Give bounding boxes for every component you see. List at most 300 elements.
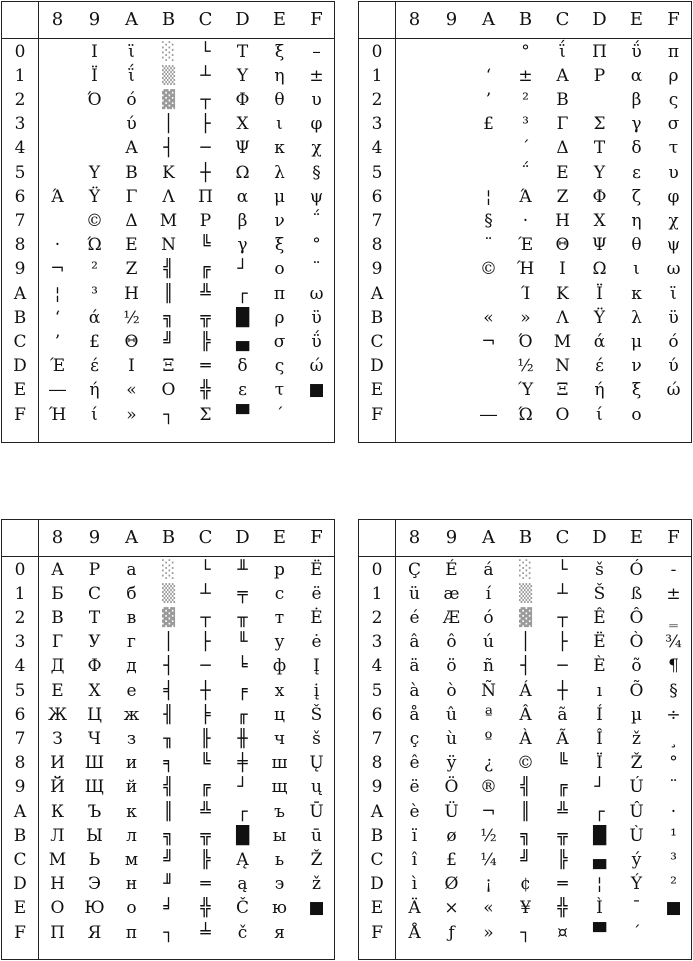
char-cell: ú [483, 632, 494, 653]
char-cell: À [519, 728, 532, 749]
char-cell: é [409, 607, 420, 628]
char-cell: μ [273, 186, 286, 207]
char-cell: έ [595, 356, 604, 377]
char-cell: ¡ [485, 874, 492, 895]
char-cell [396, 282, 433, 306]
row-label: 1 [14, 583, 26, 604]
char-cell: ╞ [200, 704, 211, 725]
row-label: 9 [14, 777, 26, 798]
char-cell: э [274, 874, 285, 895]
char-cell [433, 379, 470, 403]
char-cell: ╦ [200, 307, 211, 328]
char-cell: Ì [596, 898, 603, 919]
char-cell: ╠ [200, 849, 211, 870]
char-cell: π [273, 283, 286, 304]
code-table-top-right [358, 1, 692, 443]
char-cell: а [126, 559, 137, 580]
char-cell [76, 113, 113, 137]
char-cell: Ά [51, 186, 64, 207]
char-cell: ¼ [480, 849, 497, 870]
row-label: 7 [14, 728, 26, 749]
row-label: 6 [14, 186, 26, 207]
char-cell: ζ [631, 186, 642, 207]
char-cell: ¸ [669, 728, 678, 749]
char-cell: ╦ [557, 825, 568, 846]
char-cell: О [50, 898, 65, 919]
char-cell: Б [51, 583, 64, 604]
char-cell: ╚ [200, 235, 211, 256]
char-cell: ΐ [128, 65, 135, 86]
char-cell: ╛ [163, 898, 174, 919]
column-header: 8 [408, 527, 421, 548]
char-cell: е [126, 680, 137, 701]
char-cell: ▓ [518, 607, 533, 628]
char-cell: ═ [200, 874, 211, 895]
char-cell: ‘ [54, 307, 61, 328]
char-cell: Η [124, 283, 139, 304]
char-cell [396, 113, 433, 137]
char-cell [39, 209, 76, 233]
char-cell: Τ [593, 138, 606, 159]
char-cell [396, 330, 433, 354]
char-cell: г [127, 632, 136, 653]
row-label: 0 [14, 41, 26, 62]
char-cell: ώ [309, 356, 324, 377]
char-cell: Μ [553, 331, 572, 352]
row-label: 6 [371, 186, 383, 207]
row-label: A [13, 801, 27, 822]
char-cell: Ų [309, 753, 324, 774]
char-cell: χ [311, 138, 322, 159]
char-cell: è [409, 801, 420, 822]
char-cell: ┐ [163, 404, 174, 425]
char-cell: Ъ [87, 801, 102, 822]
char-cell: ς [668, 89, 679, 110]
char-cell: θ [631, 235, 642, 256]
char-cell: ‘ [485, 65, 492, 86]
row-label: 2 [14, 89, 26, 110]
char-cell: ± [309, 65, 324, 86]
char-cell: ┘ [237, 777, 248, 798]
char-cell: õ [631, 656, 642, 677]
char-cell: © [517, 753, 534, 774]
row-label: F [371, 922, 383, 943]
char-cell: È [593, 656, 606, 677]
char-cell: ╜ [163, 874, 174, 895]
char-cell [433, 64, 470, 88]
char-cell: ω [666, 259, 681, 280]
row-label: 3 [14, 632, 26, 653]
char-cell: Й [50, 777, 65, 798]
char-cell: β [237, 210, 248, 231]
row-label: 8 [371, 753, 383, 774]
char-cell: δ [631, 138, 642, 159]
char-cell: σ [273, 331, 286, 352]
char-cell: ч [273, 728, 286, 749]
char-cell: Ι [91, 41, 98, 62]
char-cell: Ô [629, 607, 644, 628]
row-label: C [13, 331, 27, 352]
column-header: F [310, 9, 323, 30]
char-cell: § [669, 680, 678, 701]
char-cell: ъ [274, 801, 285, 822]
char-cell: Х [88, 680, 101, 701]
char-cell: ╩ [200, 801, 211, 822]
column-header: D [235, 9, 250, 30]
char-cell: ¹ [670, 825, 677, 846]
char-cell: Θ [124, 331, 139, 352]
char-cell: Α [556, 65, 569, 86]
column-header: F [667, 527, 680, 548]
char-cell: Š [310, 704, 323, 725]
char-cell: Ή [48, 404, 67, 425]
char-cell: ╝ [163, 849, 174, 870]
char-cell [433, 137, 470, 161]
char-cell: ╚ [557, 753, 568, 774]
char-cell: Ê [593, 607, 606, 628]
char-cell: φ [310, 114, 323, 135]
char-cell: ц [274, 704, 285, 725]
row-label: 4 [371, 656, 383, 677]
char-cell: ╥ [237, 607, 248, 628]
char-cell [39, 113, 76, 137]
char-cell: Æ [442, 607, 461, 628]
char-cell: ╠ [200, 331, 211, 352]
char-cell: Ё [310, 559, 323, 580]
char-cell: ║ [520, 801, 531, 822]
char-cell [396, 40, 433, 64]
char-cell: Η [555, 210, 570, 231]
char-cell: τ [274, 380, 285, 401]
char-cell: - [670, 559, 677, 580]
char-cell: Ψ [235, 138, 250, 159]
row-label: 0 [371, 559, 383, 580]
row-label: 8 [371, 235, 383, 256]
char-cell: ╕ [163, 753, 174, 774]
char-cell: ╔ [200, 777, 211, 798]
row-label: 3 [14, 114, 26, 135]
char-cell: š [312, 728, 321, 749]
char-cell: ¬ [481, 801, 496, 822]
row-label: 5 [14, 162, 26, 183]
column-header: B [161, 9, 176, 30]
char-cell: β [631, 89, 642, 110]
char-cell: ═ [200, 356, 211, 377]
char-cell: ┴ [557, 583, 568, 604]
char-cell: Э [87, 874, 101, 895]
column-header: D [235, 527, 250, 548]
char-cell [298, 403, 335, 427]
char-cell: ° [669, 753, 678, 774]
char-cell: Ą [236, 849, 249, 870]
char-cell: Υ [88, 162, 101, 183]
char-cell: υ [311, 89, 322, 110]
char-cell: ─ [557, 656, 568, 677]
char-cell: ¬ [481, 331, 496, 352]
char-cell [433, 113, 470, 137]
char-cell: ░ [518, 559, 533, 580]
char-cell: ╬ [200, 380, 211, 401]
char-cell: ┴ [200, 65, 211, 86]
char-cell: ’ [54, 331, 61, 352]
char-cell: Õ [629, 680, 644, 701]
char-cell: â [409, 632, 420, 653]
char-cell: à [409, 680, 420, 701]
char-cell: ╟ [200, 728, 211, 749]
char-cell: λ [274, 162, 285, 183]
row-label: 9 [371, 777, 383, 798]
column-header: E [629, 9, 644, 30]
char-cell: ╓ [237, 704, 248, 725]
char-cell [433, 234, 470, 258]
column-header: 8 [51, 9, 64, 30]
row-label: E [370, 898, 384, 919]
row-label: 3 [371, 632, 383, 653]
char-cell: ι [276, 114, 283, 135]
char-cell [396, 64, 433, 88]
char-cell: █ [235, 825, 250, 846]
row-label: E [13, 380, 27, 401]
char-cell: ╣ [520, 777, 531, 798]
char-cell: ΅ [521, 162, 530, 183]
char-cell: Ш [84, 753, 105, 774]
char-cell: ¦ [596, 874, 603, 895]
char-cell: Θ [555, 235, 570, 256]
row-label: 7 [371, 728, 383, 749]
char-cell: ¾ [665, 632, 682, 653]
column-header: A [125, 9, 138, 30]
char-cell: ╗ [520, 825, 531, 846]
char-cell: ½ [517, 356, 534, 377]
char-cell: ƒ [448, 922, 455, 943]
char-cell [470, 40, 507, 64]
column-header: B [161, 527, 176, 548]
char-cell: А [51, 559, 64, 580]
char-cell: Ρ [199, 210, 212, 231]
char-cell: Ë [593, 632, 606, 653]
char-cell: ▄ [235, 331, 250, 352]
char-cell: · [522, 210, 529, 231]
char-cell: î [411, 849, 418, 870]
char-cell: Ц [87, 704, 102, 725]
char-cell [433, 40, 470, 64]
char-cell: © [86, 210, 103, 231]
char-cell: » [483, 922, 494, 943]
char-cell: ─ [200, 656, 211, 677]
char-cell: ├ [557, 632, 568, 653]
char-cell: Ö [444, 777, 459, 798]
char-cell: Χ [236, 114, 249, 135]
row-label: B [370, 825, 384, 846]
char-cell: р [274, 559, 285, 580]
char-cell: ž [632, 728, 641, 749]
char-cell: ¨ [312, 259, 321, 280]
char-cell: │ [163, 632, 174, 653]
char-cell [433, 88, 470, 112]
char-cell: ё [311, 583, 322, 604]
row-label: F [371, 404, 383, 425]
column-header: 9 [88, 527, 101, 548]
char-cell: в [126, 607, 137, 628]
char-cell: ▒ [161, 65, 176, 86]
char-cell: Ü [444, 801, 459, 822]
char-cell [433, 209, 470, 233]
char-cell: ┬ [200, 607, 211, 628]
char-cell: ε [632, 162, 641, 183]
char-cell: « [483, 307, 494, 328]
char-cell: ■ [308, 898, 325, 919]
char-cell: ╖ [163, 728, 174, 749]
column-header: C [198, 9, 213, 30]
row-label: 4 [14, 656, 26, 677]
char-cell: ╤ [237, 583, 248, 604]
char-cell: ¿ [483, 753, 494, 774]
char-cell: £ [446, 849, 457, 870]
char-cell: κ [631, 283, 642, 304]
char-cell: Γ [556, 114, 569, 135]
column-header: D [592, 9, 607, 30]
char-cell: ╙ [237, 632, 248, 653]
char-cell: М [48, 849, 67, 870]
char-cell: Ϋ [593, 307, 606, 328]
column-header: B [518, 9, 533, 30]
char-cell: Φ [235, 89, 250, 110]
char-cell [396, 379, 433, 403]
char-cell: σ [667, 114, 680, 135]
char-cell: Δ [556, 138, 569, 159]
row-label: F [14, 404, 26, 425]
char-cell: ┴ [200, 583, 211, 604]
char-cell [396, 161, 433, 185]
char-cell: ι [633, 259, 640, 280]
char-cell: ı [596, 680, 603, 701]
row-label: F [14, 922, 26, 943]
char-cell: Щ [84, 777, 105, 798]
char-cell: ’ [485, 89, 492, 110]
row-label: D [370, 356, 384, 377]
char-cell: Ò [629, 632, 644, 653]
char-cell [655, 403, 692, 427]
char-cell: · [54, 235, 61, 256]
char-cell: ά [88, 307, 101, 328]
char-cell: ┬ [557, 607, 568, 628]
char-cell [76, 137, 113, 161]
char-cell: ░ [161, 559, 176, 580]
char-cell: Σ [199, 404, 212, 425]
char-cell: у [274, 632, 285, 653]
column-header: B [518, 527, 533, 548]
char-cell: έ [90, 356, 99, 377]
char-cell: м [124, 849, 139, 870]
char-cell: Ό [518, 331, 533, 352]
char-cell: └ [200, 41, 211, 62]
char-cell: υ [668, 162, 679, 183]
row-label: D [13, 874, 27, 895]
row-label: 7 [371, 210, 383, 231]
row-label: 3 [371, 114, 383, 135]
row-label: D [13, 356, 27, 377]
char-cell: ╩ [200, 283, 211, 304]
char-cell: т [274, 607, 285, 628]
char-cell: Δ [125, 210, 138, 231]
char-cell: ╡ [163, 680, 174, 701]
char-cell: ³ [91, 283, 98, 304]
char-cell: ╝ [163, 331, 174, 352]
char-cell: ─ [200, 138, 211, 159]
char-cell [433, 258, 470, 282]
char-cell [470, 379, 507, 403]
char-cell: μ [630, 331, 643, 352]
char-cell: É [445, 559, 458, 580]
char-cell: η [274, 65, 285, 86]
row-label: 7 [14, 210, 26, 231]
char-cell: Ω [592, 259, 607, 280]
char-cell: Ϊ [91, 65, 98, 86]
column-header: E [629, 527, 644, 548]
char-cell: Ю [84, 898, 105, 919]
char-cell [581, 88, 618, 112]
char-cell: ¤ [557, 922, 568, 943]
char-cell: ô [446, 632, 457, 653]
column-header: F [310, 527, 323, 548]
char-cell: Р [88, 559, 101, 580]
char-cell: Ž [310, 849, 323, 870]
char-cell: ž [312, 874, 321, 895]
char-cell: × [444, 898, 459, 919]
char-cell: ├ [200, 632, 211, 653]
row-label: 9 [371, 259, 383, 280]
char-cell: ╒ [237, 680, 248, 701]
char-cell: З [52, 728, 63, 749]
char-cell: ® [480, 777, 497, 798]
char-cell: ╝ [520, 849, 531, 870]
char-cell: ß [630, 583, 643, 604]
char-cell: ý [631, 849, 642, 870]
row-label: 1 [371, 65, 383, 86]
char-cell: ´ [632, 922, 641, 943]
row-label: 1 [371, 583, 383, 604]
char-cell: ϋ [668, 307, 679, 328]
row-label: 2 [371, 89, 383, 110]
char-cell: ã [557, 704, 568, 725]
char-cell: Ξ [162, 356, 175, 377]
char-cell: ф [272, 656, 287, 677]
char-cell: ┬ [200, 89, 211, 110]
char-cell: π [667, 41, 680, 62]
char-cell: к [126, 801, 137, 822]
char-cell: Á [519, 680, 532, 701]
char-cell: ϊ [670, 283, 677, 304]
char-cell: Λ [162, 186, 175, 207]
char-cell: Π [198, 186, 213, 207]
char-cell: η [631, 210, 642, 231]
char-cell: ΐ [559, 41, 566, 62]
char-cell: ò [446, 680, 457, 701]
char-cell: – [312, 41, 321, 62]
char-cell: ┐ [520, 922, 531, 943]
row-label: C [13, 849, 27, 870]
char-cell: å [409, 704, 420, 725]
char-cell: ― [49, 380, 66, 401]
char-cell: ή [594, 380, 605, 401]
char-cell: » [520, 307, 531, 328]
char-cell: ╩ [557, 801, 568, 822]
char-cell: £ [89, 331, 100, 352]
char-cell: з [126, 728, 137, 749]
char-cell [39, 88, 76, 112]
char-cell: Ý [630, 874, 643, 895]
char-cell: ² [670, 874, 677, 895]
